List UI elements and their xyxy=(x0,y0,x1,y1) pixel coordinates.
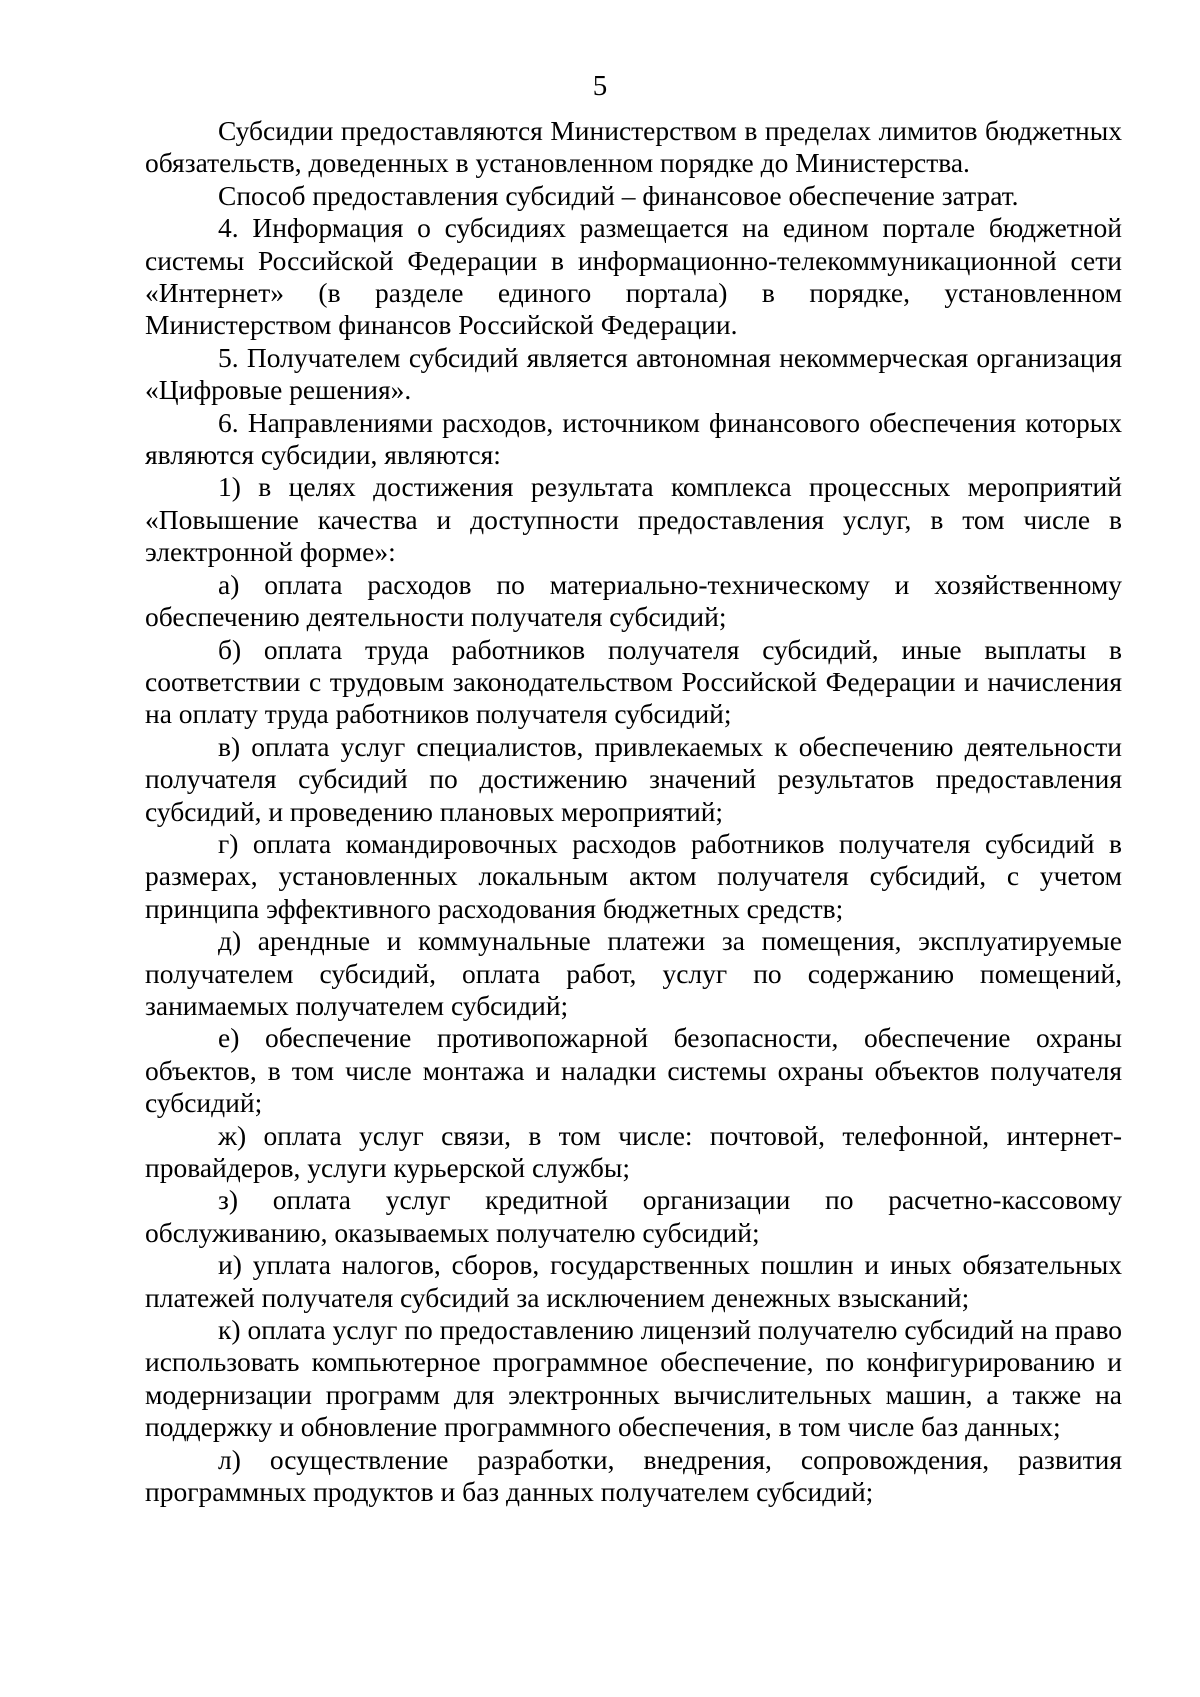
paragraph-item-6: 6. Направлениями расходов, источником финансового обеспечения которых являются субсидии, являются: xyxy=(145,406,1122,471)
paragraph-subitem-v: в) оплата услуг специалистов, привлекаемых к обеспечению деятельности получателя субсидий по достижению значений результатов предоставления субсидий, и проведению плановых мероприятий; xyxy=(145,730,1122,827)
paragraph-subsidy-limits: Субсидии предоставляются Министерством в пределах лимитов бюджетных обязательств, доведенных в установленном порядке до Министерства. xyxy=(145,115,1122,179)
paragraph-subitem-k: к) оплата услуг по предоставлению лицензий получателю субсидий на право использовать компьютерное программное обеспечение, по конфигурированию и модернизации программ для электронных вычислительных машин, а также на поддержку и обновление программного обеспечения, в том числе баз данных; xyxy=(145,1314,1122,1443)
paragraph-subitem-z: з) оплата услуг кредитной организации по расчетно-кассовому обслуживанию, оказываемых получателю субсидий; xyxy=(145,1184,1122,1248)
paragraph-subitem-d: д) арендные и коммунальные платежи за помещения, эксплуатируемые получателем субсидий, оплата работ, услуг по содержанию помещений, занимаемых получателем субсидий; xyxy=(145,925,1122,1021)
paragraph-subitem-a: а) оплата расходов по материально-техническому и хозяйственному обеспечению деятельности получателя субсидий; xyxy=(145,568,1122,633)
paragraph-item-5: 5. Получателем субсидий является автономная некоммерческая организация «Цифровые решения». xyxy=(145,341,1122,406)
paragraph-subitem-b: б) оплата труда работников получателя субсидий, иные выплаты в соответствии с трудовым законодательством Российской Федерации и начисления на оплату труда работников получателя субсидий; xyxy=(145,633,1122,730)
paragraph-item-4: 4. Информация о субсидиях размещается на едином портале бюджетной системы Российской Федерации в информационно-телекоммуникационной сети «Интернет» (в разделе единого портала) в порядке, установленном Министерством финансов Российской Федерации. xyxy=(145,212,1122,341)
paragraph-subitem-i: и) уплата налогов, сборов, государственных пошлин и иных обязательных платежей получателя субсидий за исключением денежных взысканий; xyxy=(145,1249,1122,1313)
paragraph-subitem-g: г) оплата командировочных расходов работников получателя субсидий в размерах, установленных локальным актом получателя субсидий, с учетом принципа эффективного расходования бюджетных средств; xyxy=(145,827,1122,924)
paragraph-subitem-e: е) обеспечение противопожарной безопасности, обеспечение охраны объектов, в том числе монтажа и наладки системы охраны объектов получателя субсидий; xyxy=(145,1022,1122,1119)
document-body xyxy=(145,115,1122,1508)
paragraph-subitem-1: 1) в целях достижения результата комплекса процессных мероприятий «Повышение качества и доступности предоставления услуг, в том числе в электронной форме»: xyxy=(145,471,1122,568)
paragraph-subitem-zh: ж) оплата услуг связи, в том числе: почтовой, телефонной, интернет-провайдеров, услуги курьерской службы; xyxy=(145,1119,1122,1183)
paragraph-subsidy-method: Способ предоставления субсидий – финансовое обеспечение затрат. xyxy=(218,179,1019,211)
page-number: 5 xyxy=(592,70,608,102)
paragraph-subitem-l: л) осуществление разработки, внедрения, сопровождения, развития программных продуктов и баз данных получателем субсидий; xyxy=(145,1443,1122,1508)
